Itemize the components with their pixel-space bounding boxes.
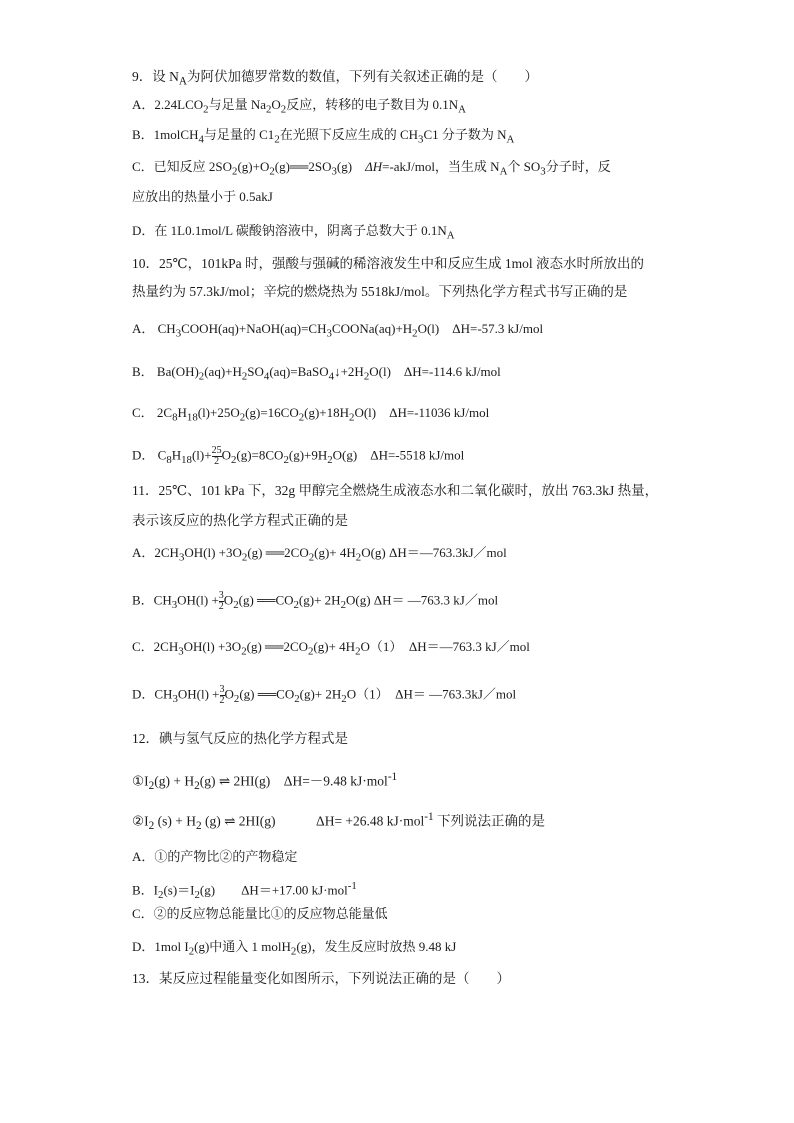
question-stem: 9．设 $N_A$为阿伏加德罗常数的数值，下列有关叙述正确的是（ ） [132,69,538,88]
answer-option: B．$I_2(s)=I_2(g)$ ΔH＝+17.00 kJ·mol$^{-1}$ [132,880,357,901]
answer-option: B． $Ba(OH)_2(aq)+H_2SO_4(aq)=BaSO_4↓+2H_2O(l)$ ΔH=-114.6 kJ/mol [132,364,501,383]
answer-option: A． $CH_3COOH(aq)+NaOH(aq)=CH_3COONa(aq)+H_2O(l)$ ΔH=-57.3 kJ/mol [132,321,544,340]
question-stem: $②I_2$ $(s) + H_2$ (g) ⇌ 2HI(g) ΔH= +26.48 kJ·mol$^{-1}$ 下列说法正确的是 [132,811,546,833]
question-stem: 表示该反应的热化学方程式正确的是 [132,513,348,528]
answer-option: B．$CH_3OH(l)$ + $\frac{3}{2}$ $O_2(g)$ $══CO_2(g)+ 2H_2O(g)$ ΔH＝ —763.3 kJ／mol [132,590,499,612]
answer-option: C．已知反应 $2SO_2(g)+O_2(g)══2SO_3(g)$ ΔH=-akJ/mol，当生成 $N_A$个 $SO_3$分子时，反 [132,159,611,178]
answer-option: A．①的产物比②的产物稳定 [132,849,298,864]
answer-option: D．在 1L0.1mol/L 碳酸钠溶液中，阴离子总数大于 $0.1N_A$ [132,223,455,242]
question-stem: 12．碘与氢气反应的热化学方程式是 [132,731,348,746]
answer-option: C．$2CH_3OH(l) +3O_2(g)$ $══2CO_2(g)+ 4H_2O(1)$ ΔH＝—763.3 kJ／mol [132,639,530,658]
question-stem: 11．25℃、101 kPa 下，32g 甲醇完全燃烧生成液态水和二氧化碳时，放出 763.3kJ 热量， [132,483,659,498]
answer-option: D． $C_8H_{18}(l)+$ $\frac{25}{2}$ $O_2(g)=8CO_2(g)+9H_2O(g)$ ΔH=-5518 kJ/mol [132,445,465,467]
question-stem: 10．25℃，101kPa 时，强酸与强碱的稀溶液发生中和反应生成 1mol 液态水时所放出的 [132,256,644,271]
answer-option: A．$2.24LCO_2$与足量 $Na_2O_2$反应，转移的电子数目为 $0.1N_A$ [132,97,466,116]
question-stem: 13．某反应过程能量变化如图所示，下列说法正确的是（ ） [132,971,510,986]
answer-option: A．$2CH_3OH(l) +3O_2(g)$ $══2CO_2(g)+ 4H_2O(g)$ ΔH＝—763.3kJ／mol [132,545,507,564]
answer-option: D．1mol $I_2(g)$中通入 1 molH$_2$(g)，发生反应时放热 9.48 kJ [132,939,457,958]
question-stem: 热量约为 57.3kJ/mol；辛烷的燃烧热为 5518kJ/mol。下列热化学方程式书写正确的是 [132,284,628,299]
question-stem: $①I_2(g) + H_2(g)$ ⇌ 2HI(g) ΔH=－9.48 kJ·mol$^{-1}$ [132,771,398,793]
answer-option: C．②的反应物总能量比①的反应物总能量低 [132,906,388,921]
answer-option: 应放出的热量小于 0.5akJ [132,189,273,204]
answer-option: C． $2C_8H_{18}(l)+25O_2(g)=16CO_2(g)+18H_2O(l)$ ΔH=-11036 kJ/mol [132,405,490,424]
answer-option: B．1molCH$_4$与足量的 $C1_2$在光照下反应生成的 $CH_3C1$ 分子数为 $N_A$ [132,127,515,146]
answer-option: D．$CH_3OH(l)$ + $\frac{3}{2}$ $O_2(g)$ $══CO_2(g)+ 2H_2O(1)$ ΔH＝ —763.3kJ／mol [132,684,517,706]
